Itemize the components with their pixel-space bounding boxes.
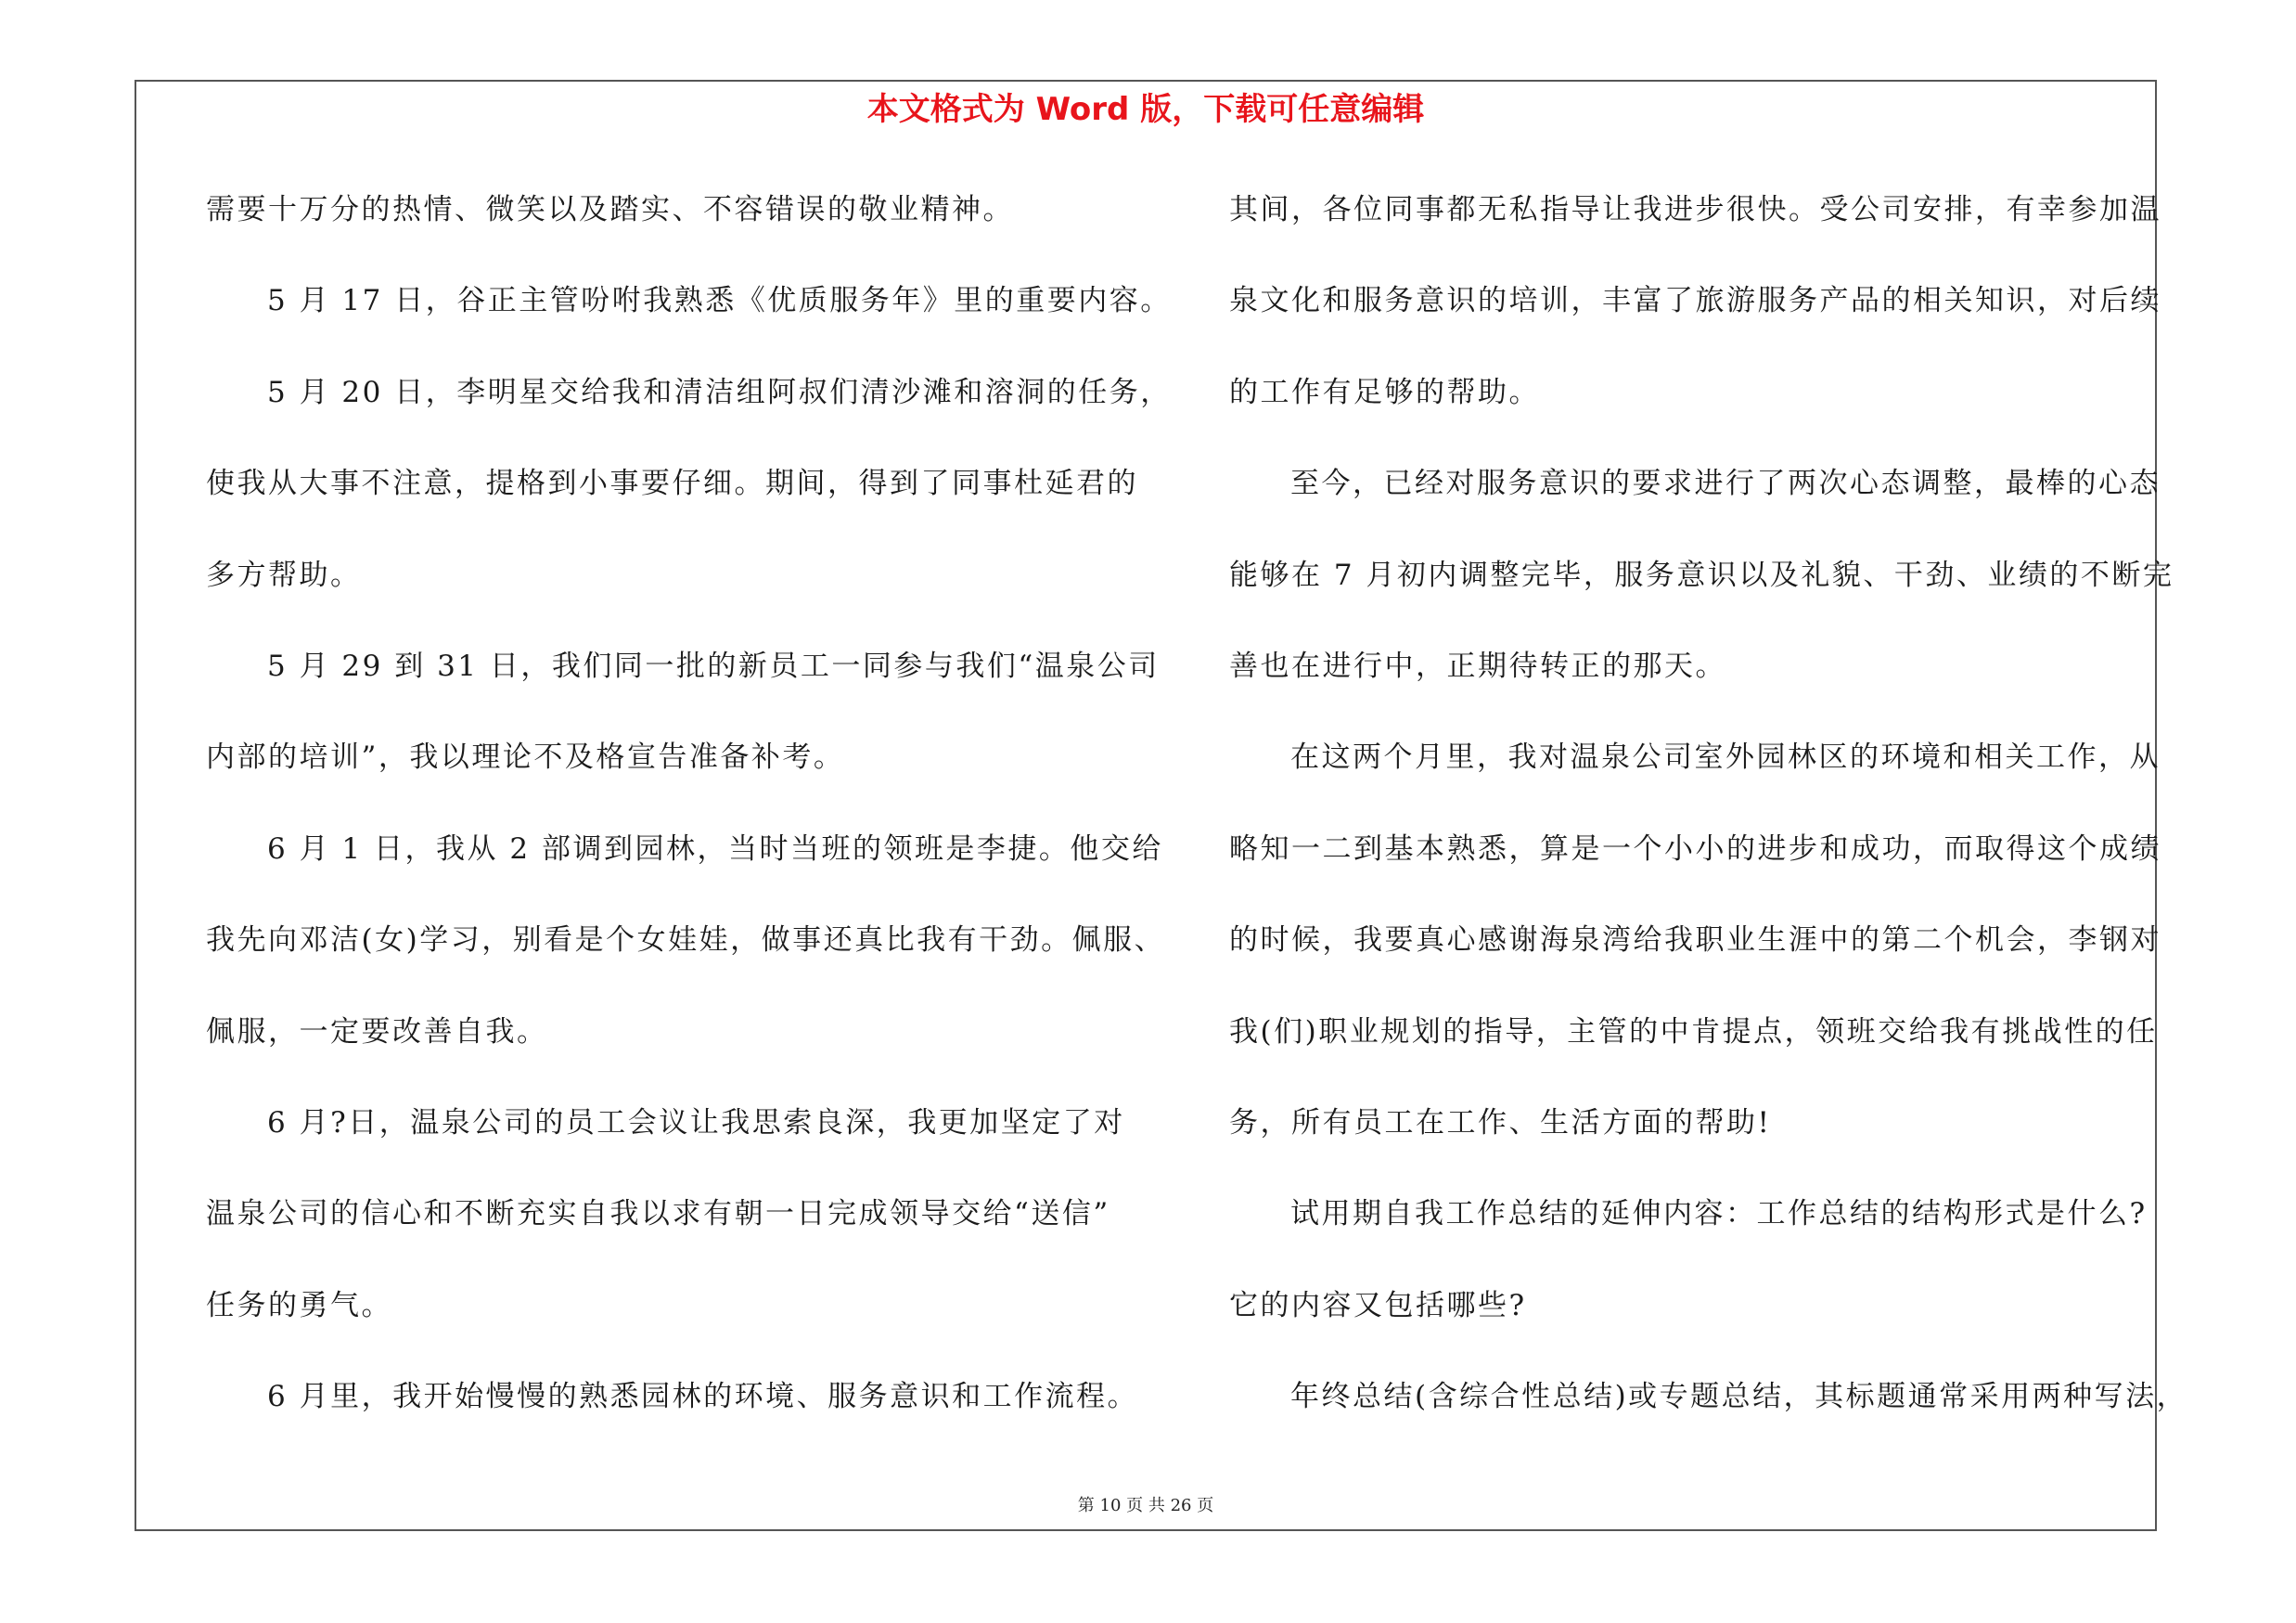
- word-format-banner: 本文格式为 Word 版，下载可任意编辑: [866, 91, 1425, 128]
- left-text-column: [206, 182, 1172, 1460]
- text-line: 内部的培训”，我以理论不及格宣告准备补考。: [206, 741, 845, 775]
- text-line: 6 月里，我开始慢慢的熟悉园林的环境、服务意识和工作流程。: [267, 1380, 1139, 1414]
- text-line: 5 月 17 日，谷正主管吩咐我熟悉《优质服务年》里的重要内容。: [267, 284, 1172, 318]
- text-line: 多方帮助。: [206, 558, 362, 592]
- text-line: 泉文化和服务意识的培训，丰富了旅游服务产品的相关知识，对后续: [1229, 284, 2161, 318]
- right-text-column: [1229, 182, 2188, 1460]
- text-line: 的工作有足够的帮助。: [1229, 375, 1540, 409]
- text-line: 我先向邓洁(女)学习，别看是个女娃娃，做事还真比我有干劲。佩服、: [206, 923, 1166, 958]
- text-line: 略知一二到基本熟悉，算是一个小小的进步和成功，而取得这个成绩: [1229, 831, 2161, 866]
- text-line: 6 月?日，温泉公司的员工会议让我思索良深，我更加坚定了对: [267, 1105, 1125, 1140]
- text-line: 务，所有员工在工作、生活方面的帮助!: [1229, 1105, 1772, 1140]
- text-line: 在这两个月里，我对温泉公司室外园林区的环境和相关工作，从: [1290, 741, 2161, 775]
- text-line: 任务的勇气。: [206, 1288, 392, 1322]
- text-line: 6 月 1 日，我从 2 部调到园林，当时当班的领班是李捷。他交给: [267, 831, 1163, 866]
- text-line: 能够在 7 月初内调整完毕，服务意识以及礼貌、干劲、业绩的不断完: [1229, 558, 2174, 592]
- page-number-footer: 第 10 页 共 26 页: [1077, 1496, 1214, 1515]
- text-line: 5 月 20 日，李明星交给我和清洁组阿叔们清沙滩和溶洞的任务，: [267, 375, 1172, 409]
- text-line: 善也在进行中，正期待转正的那天。: [1229, 649, 1726, 683]
- text-line: 我(们)职业规划的指导，主管的中肯提点，领班交给我有挑战性的任: [1229, 1014, 2158, 1049]
- text-line: 使我从大事不注意，提格到小事要仔细。期间，得到了同事杜延君的: [206, 467, 1138, 501]
- text-line: 的时候，我要真心感谢海泉湾给我职业生涯中的第二个机会，李钢对: [1229, 923, 2161, 958]
- text-line: 温泉公司的信心和不断充实自我以求有朝一日完成领导交给“送信”: [206, 1197, 1110, 1231]
- text-line: 需要十万分的热情、微笑以及踏实、不容错误的敬业精神。: [206, 193, 1014, 226]
- text-line: 它的内容又包括哪些?: [1229, 1288, 1527, 1322]
- text-line: 年终总结(含综合性总结)或专题总结，其标题通常采用两种写法，: [1290, 1380, 2188, 1414]
- text-line: 佩服，一定要改善自我。: [206, 1014, 548, 1049]
- text-line: 5 月 29 到 31 日，我们同一批的新员工一同参与我们“温泉公司: [267, 649, 1160, 683]
- text-line: 至今，已经对服务意识的要求进行了两次心态调整，最棒的心态: [1290, 467, 2161, 501]
- text-line: 试用期自我工作总结的延伸内容：工作总结的结构形式是什么?: [1290, 1197, 2148, 1231]
- text-line: 其间，各位同事都无私指导让我进步很快。受公司安排，有幸参加温: [1229, 193, 2161, 226]
